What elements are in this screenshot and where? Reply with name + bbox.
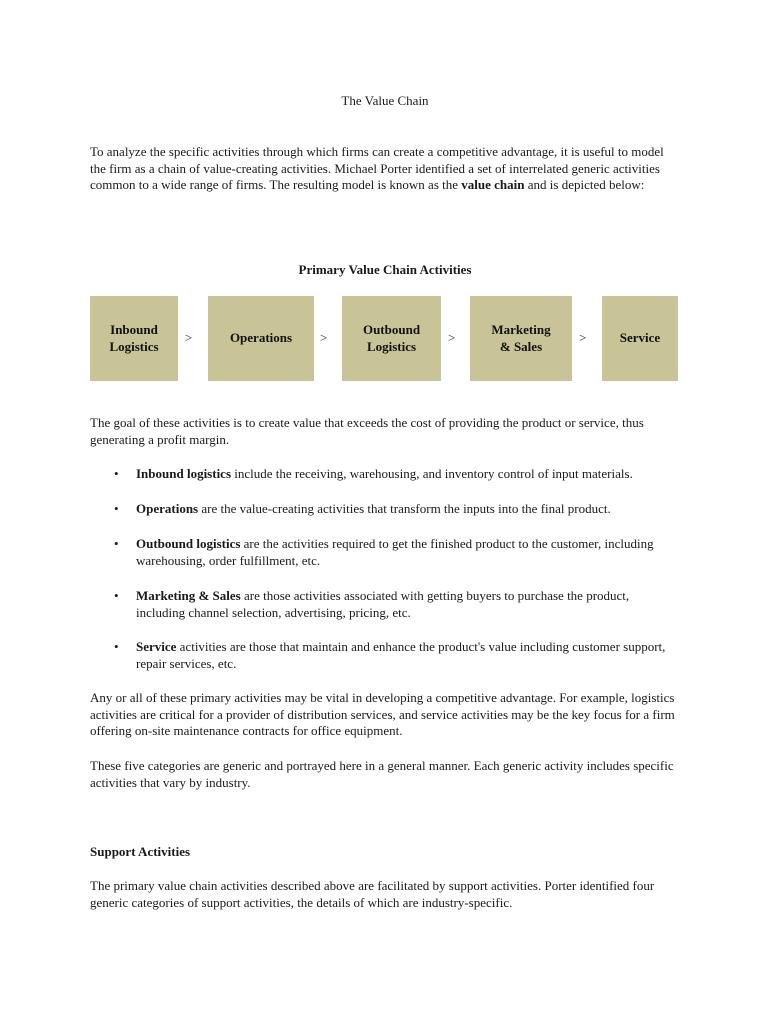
support-activities-heading: Support Activities — [90, 844, 191, 859]
primary-activities-heading: Primary Value Chain Activities — [298, 262, 472, 277]
chain-box-inbound-logistics — [90, 296, 178, 381]
value-chain-diagram — [90, 296, 680, 381]
list-item-desc: activities are those that maintain and enhance the product's value including customer support, repair services, etc. — [136, 639, 666, 671]
list-item-desc: are the activities required to get the finished product to the customer, including warehousing, order fulfillment, etc. — [136, 536, 654, 568]
chain-box-label: Outbound Logistics — [362, 322, 421, 354]
bullet-glyph: • — [114, 639, 119, 654]
list-item-term: Outbound logistics — [136, 536, 241, 551]
support-paragraph: The primary value chain activities described above are facilitated by support activities. Porter identified four generic categories of support activities, the details of which are industry-specific. — [90, 878, 655, 910]
list-item-text — [136, 639, 676, 672]
chain-arrow: > — [320, 330, 328, 345]
bullet-glyph: • — [114, 501, 119, 516]
document-title: The Value Chain — [341, 93, 429, 108]
list-item-term: Marketing & Sales — [136, 588, 241, 603]
chain-box-marketing-sales — [470, 296, 572, 381]
intro-text-end: and is depicted below: — [524, 177, 645, 192]
list-item-desc: include the receiving, warehousing, and inventory control of input materials. — [231, 466, 633, 481]
chain-arrow: > — [448, 330, 456, 345]
intro-bold-term: value chain — [461, 177, 525, 192]
list-item-desc: are the value-creating activities that transform the inputs into the final product. — [198, 501, 611, 516]
list-item-desc: are those activities associated with getting buyers to purchase the product, including channel selection, advertising, pricing, etc. — [136, 588, 630, 620]
list-item-term: Inbound logistics — [136, 466, 232, 481]
bullet-glyph: • — [114, 466, 119, 481]
list-item-term: Service — [136, 639, 177, 654]
list-item-text — [136, 501, 676, 518]
chain-arrow: > — [579, 330, 587, 345]
chain-box-operations — [208, 296, 314, 381]
chain-box-outbound-logistics — [342, 296, 441, 381]
list-item-text — [136, 536, 676, 569]
advantage-paragraph: Any or all of these primary activities may be vital in developing a competitive advantage. For example, logistics activities are critical for a provider of distribution services, and service activities may be the key focus for a firm offering on-site maintenance contracts for office equipment. — [90, 690, 675, 738]
intro-text: To analyze the specific activities through which firms can create a competitive advantage, it is useful to model the firm as a chain of value-creating activities. Michael Porter identified a set of interrelated generic activities common to a wide range of firms. The resulting model is known as the — [90, 144, 664, 192]
goal-paragraph: The goal of these activities is to create value that exceeds the cost of providing the product or service, thus generating a profit margin. — [90, 415, 644, 447]
bullet-glyph: • — [114, 536, 119, 551]
chain-box-label: Service — [619, 330, 661, 346]
intro-paragraph — [90, 144, 672, 194]
chain-arrow: > — [185, 330, 193, 345]
list-item-text — [136, 588, 676, 621]
chain-box-service — [602, 296, 678, 381]
list-item-text — [136, 466, 676, 483]
chain-box-label: Operations — [229, 330, 293, 346]
list-item-term: Operations — [136, 501, 199, 516]
bullet-glyph: • — [114, 588, 119, 603]
chain-box-label: Inbound Logistics — [109, 322, 159, 354]
categories-paragraph: These five categories are generic and portrayed here in a general manner. Each generic activity includes specific activities that vary by industry. — [90, 758, 674, 790]
chain-box-label: Marketing & Sales — [491, 322, 551, 354]
